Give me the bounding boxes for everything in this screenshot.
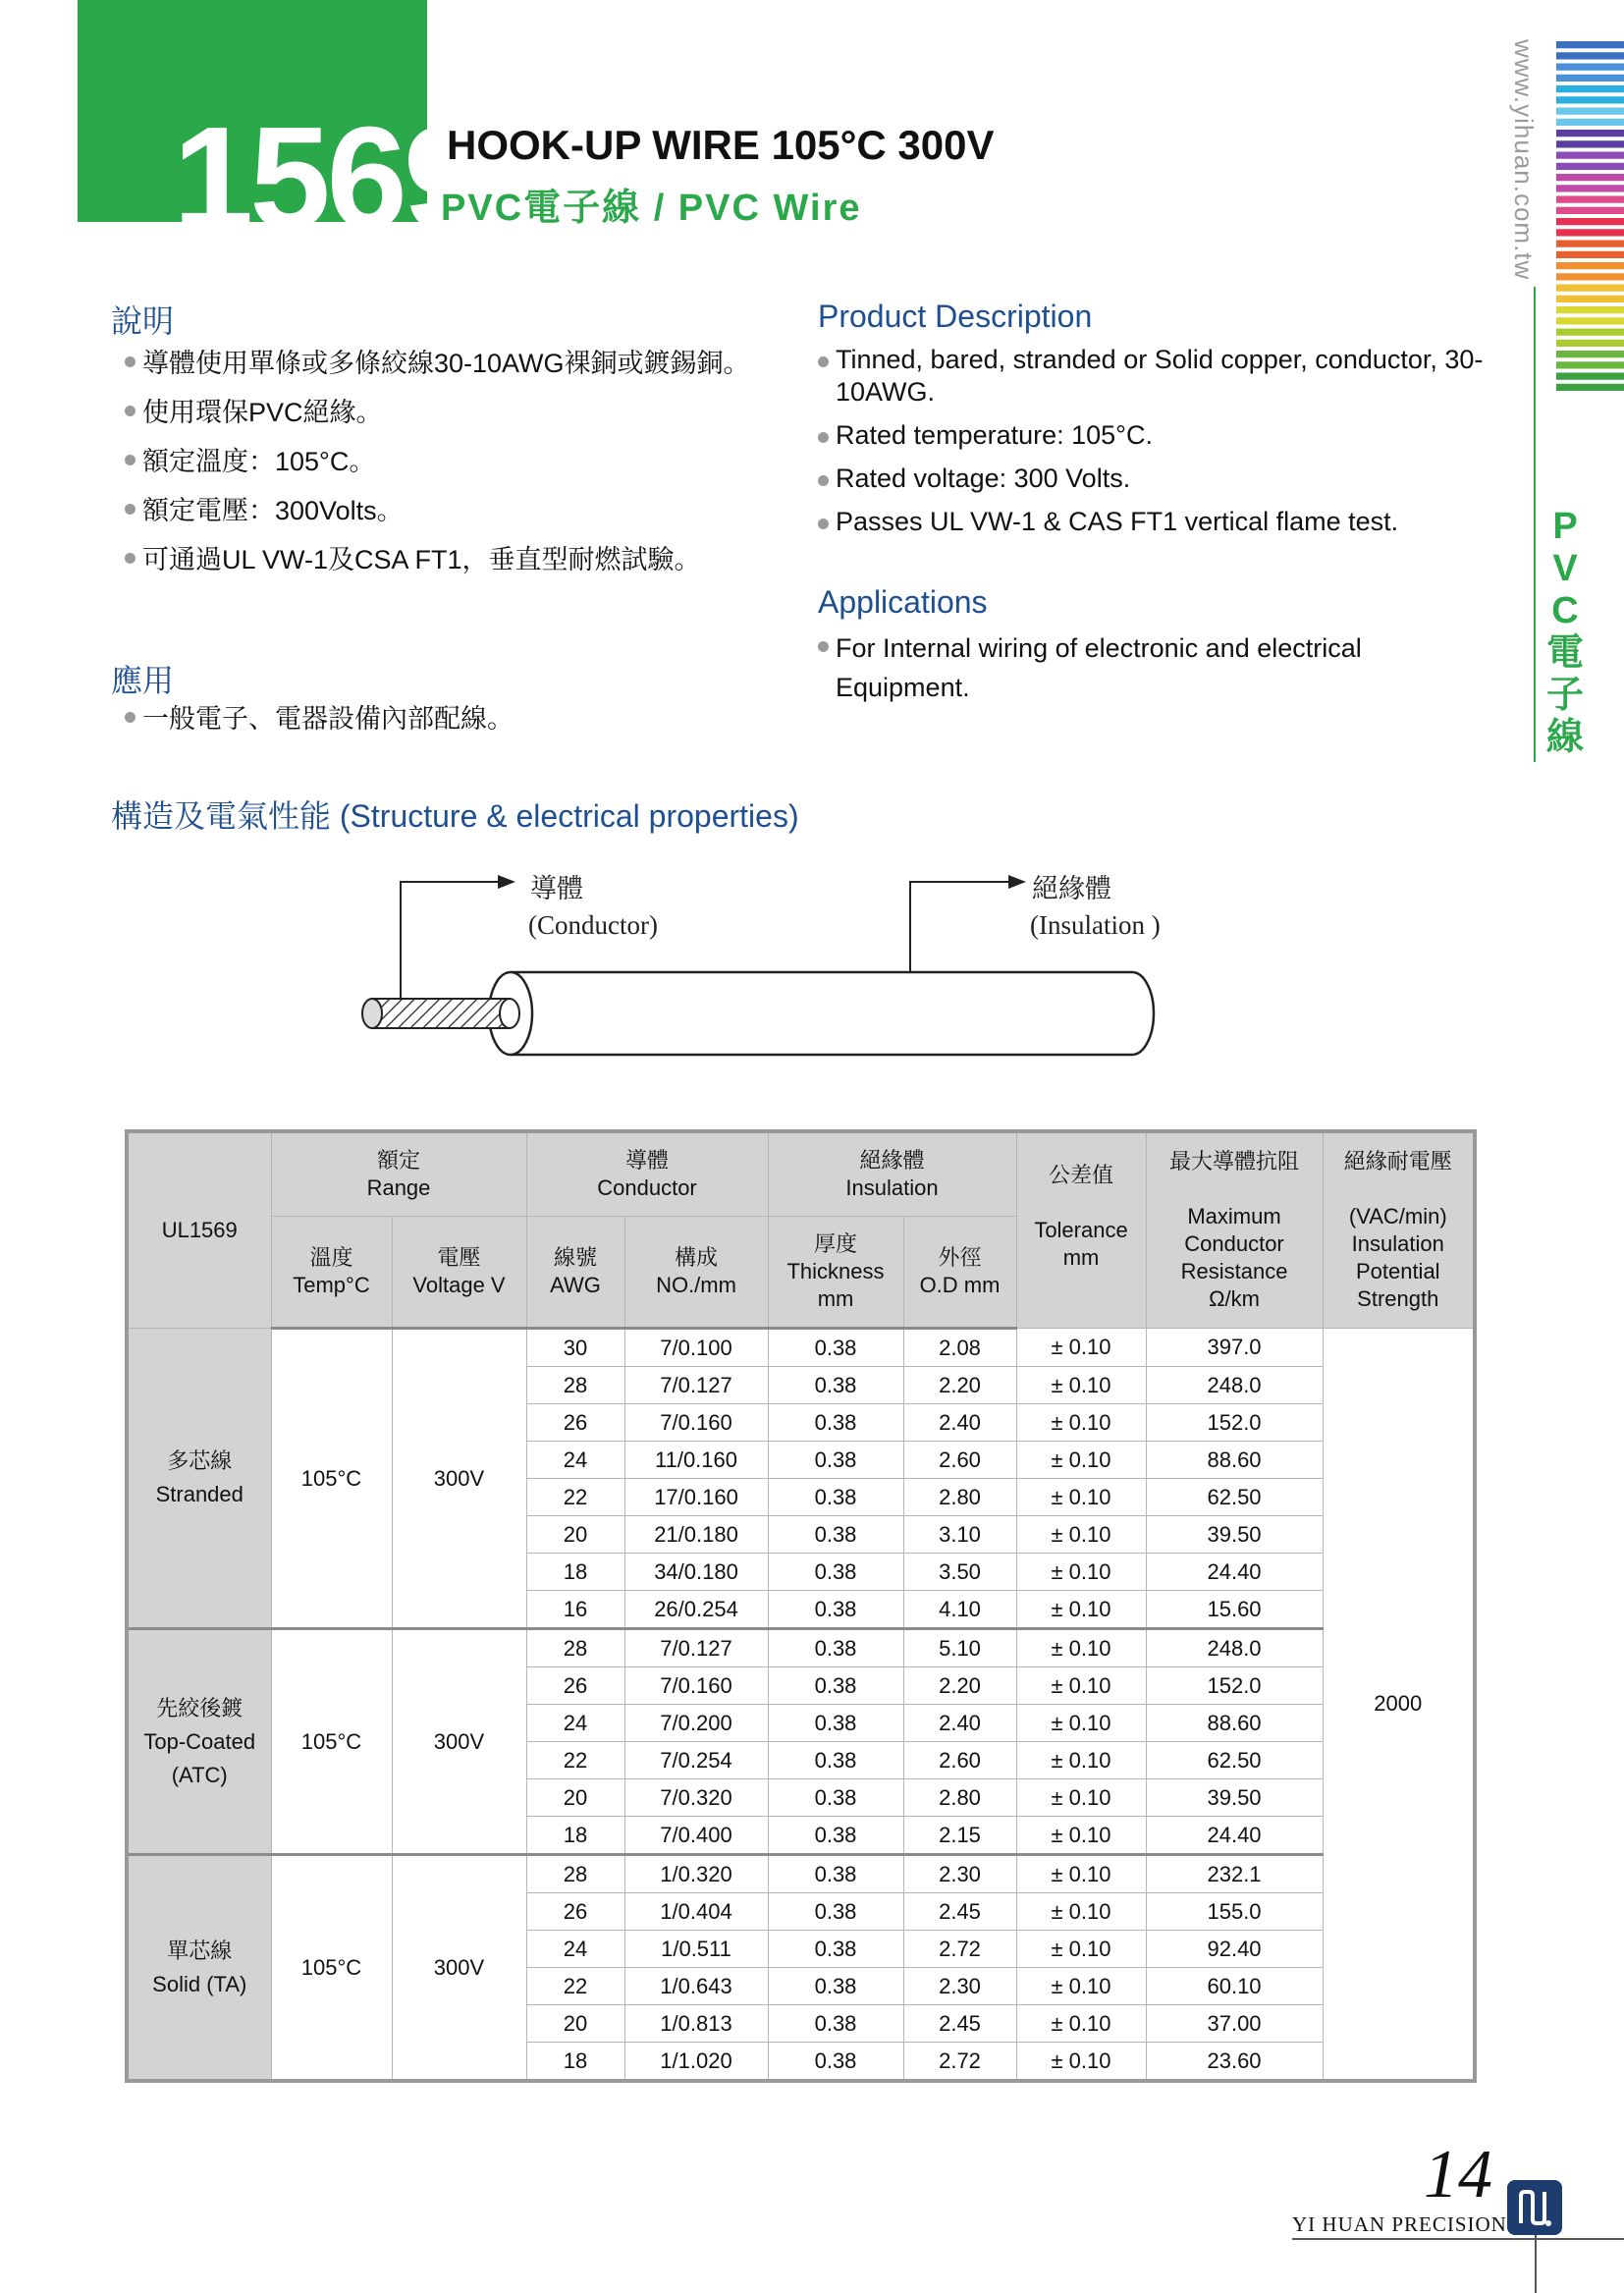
side-divider-line — [1534, 287, 1536, 762]
color-stripe — [1556, 251, 1624, 258]
construction-cell: 1/0.320 — [624, 1855, 768, 1893]
tolerance-cell: ± 0.10 — [1016, 2005, 1146, 2043]
thickness-cell: 0.38 — [768, 1516, 903, 1554]
awg-cell: 22 — [526, 1968, 624, 2005]
awg-cell: 28 — [526, 1367, 624, 1404]
header-tolerance: 公差值 Tolerance mm — [1016, 1131, 1146, 1329]
website-url: www.yihuan.com.tw — [1509, 39, 1539, 281]
thickness-cell: 0.38 — [768, 1931, 903, 1968]
color-stripe — [1556, 285, 1624, 292]
table-row — [127, 1329, 1475, 1367]
resistance-cell: 23.60 — [1146, 2043, 1323, 2082]
thickness-cell: 0.38 — [768, 1554, 903, 1591]
application-zh-heading: 應用 — [111, 663, 175, 698]
list-item: Rated voltage: 300 Volts. — [818, 463, 1486, 495]
insulation-jacket — [489, 972, 1154, 1055]
resistance-cell: 88.60 — [1146, 1705, 1323, 1742]
side-label-char: 子 — [1545, 675, 1584, 716]
resistance-cell: 62.50 — [1146, 1742, 1323, 1779]
construction-cell: 7/0.200 — [624, 1705, 768, 1742]
awg-cell: 22 — [526, 1742, 624, 1779]
color-stripe — [1556, 85, 1624, 92]
side-category-label — [1543, 506, 1587, 759]
tolerance-cell: ± 0.10 — [1016, 1629, 1146, 1667]
construction-cell: 17/0.160 — [624, 1479, 768, 1516]
od-cell: 2.30 — [903, 1855, 1016, 1893]
tolerance-cell: ± 0.10 — [1016, 1968, 1146, 2005]
awg-cell: 22 — [526, 1479, 624, 1516]
od-cell: 2.08 — [903, 1329, 1016, 1367]
voltage-cell: 300V — [392, 1629, 526, 1855]
resistance-cell: 24.40 — [1146, 1554, 1323, 1591]
od-cell: 2.80 — [903, 1479, 1016, 1516]
list-item: For Internal wiring of electronic and electrical Equipment. — [818, 628, 1486, 707]
tolerance-cell: ± 0.10 — [1016, 1817, 1146, 1855]
resistance-cell: 24.40 — [1146, 1817, 1323, 1855]
awg-cell: 30 — [526, 1329, 624, 1367]
resistance-cell: 39.50 — [1146, 1516, 1323, 1554]
table-row — [127, 1855, 1475, 1893]
awg-cell: 26 — [526, 1404, 624, 1442]
color-stripe — [1556, 140, 1624, 147]
awg-cell: 20 — [526, 1779, 624, 1817]
color-stripe — [1556, 373, 1624, 380]
conductor-label-en: (Conductor) — [528, 910, 658, 940]
thickness-cell: 0.38 — [768, 1742, 903, 1779]
insulation-label-zh: 絕緣體 — [1032, 874, 1111, 903]
color-stripe — [1556, 329, 1624, 336]
tolerance-cell: ± 0.10 — [1016, 1931, 1146, 1968]
resistance-cell: 62.50 — [1146, 1479, 1323, 1516]
tolerance-cell: ± 0.10 — [1016, 2043, 1146, 2082]
list-item: 使用環保PVC絕緣。 — [125, 393, 753, 432]
awg-cell: 18 — [526, 1817, 624, 1855]
thickness-cell: 0.38 — [768, 1817, 903, 1855]
od-cell: 2.30 — [903, 1968, 1016, 2005]
construction-cell: 34/0.180 — [624, 1554, 768, 1591]
thickness-cell: 0.38 — [768, 1968, 903, 2005]
strength-cell: 2000 — [1323, 1329, 1475, 2082]
od-cell: 2.45 — [903, 1893, 1016, 1931]
construction-cell: 21/0.180 — [624, 1516, 768, 1554]
awg-cell: 18 — [526, 1554, 624, 1591]
description-en-list — [818, 344, 1486, 549]
list-item: 額定溫度：105°C。 — [125, 442, 753, 481]
header-voltage-strength: 絕緣耐電壓 (VAC/min) Insulation Potential Strength — [1323, 1131, 1475, 1329]
tolerance-cell: ± 0.10 — [1016, 1591, 1146, 1629]
color-stripe — [1556, 306, 1624, 313]
thickness-cell: 0.38 — [768, 1367, 903, 1404]
conductor-label-zh: 導體 — [530, 874, 583, 903]
od-cell: 3.10 — [903, 1516, 1016, 1554]
od-cell: 3.50 — [903, 1554, 1016, 1591]
od-cell: 2.20 — [903, 1367, 1016, 1404]
od-cell: 2.45 — [903, 2005, 1016, 2043]
awg-cell: 28 — [526, 1855, 624, 1893]
structure-heading: 構造及電氣性能 (Structure & electrical properties) — [111, 798, 799, 834]
temp-cell: 105°C — [271, 1855, 392, 2082]
od-cell: 2.80 — [903, 1779, 1016, 1817]
color-stripe — [1556, 241, 1624, 247]
temp-cell: 105°C — [271, 1629, 392, 1855]
list-item: 額定電壓：300Volts。 — [125, 491, 753, 530]
awg-cell: 28 — [526, 1629, 624, 1667]
list-item: Rated temperature: 105°C. — [818, 419, 1486, 452]
construction-cell: 7/0.320 — [624, 1779, 768, 1817]
color-stripe — [1556, 317, 1624, 324]
thickness-cell: 0.38 — [768, 1479, 903, 1516]
color-stripe — [1556, 218, 1624, 225]
thickness-cell: 0.38 — [768, 1705, 903, 1742]
od-cell: 2.60 — [903, 1742, 1016, 1779]
resistance-cell: 60.10 — [1146, 1968, 1323, 2005]
color-stripe — [1556, 296, 1624, 302]
wire-type-cell: 先絞後鍍 Top-Coated (ATC) — [127, 1629, 271, 1855]
construction-cell: 1/0.511 — [624, 1931, 768, 1968]
color-stripe — [1556, 119, 1624, 126]
resistance-cell: 397.0 — [1146, 1329, 1323, 1367]
color-stripe — [1556, 351, 1624, 357]
header-no-mm: 構成 NO./mm — [624, 1217, 768, 1329]
tolerance-cell: ± 0.10 — [1016, 1667, 1146, 1705]
tolerance-cell: ± 0.10 — [1016, 1893, 1146, 1931]
company-name: YI HUAN PRECISION — [1292, 2212, 1507, 2236]
application-en-list — [818, 628, 1486, 707]
awg-cell: 20 — [526, 2005, 624, 2043]
construction-cell: 7/0.160 — [624, 1404, 768, 1442]
color-stripe — [1556, 52, 1624, 59]
construction-cell: 1/0.643 — [624, 1968, 768, 2005]
color-stripe — [1556, 96, 1624, 103]
temp-cell: 105°C — [271, 1329, 392, 1629]
thickness-cell: 0.38 — [768, 1667, 903, 1705]
header-insulation: 絕緣體 Insulation — [768, 1131, 1016, 1217]
product-title-zh: PVC電子線 / PVC Wire — [441, 188, 862, 229]
color-stripe — [1556, 262, 1624, 269]
thickness-cell: 0.38 — [768, 2005, 903, 2043]
tolerance-cell: ± 0.10 — [1016, 1329, 1146, 1367]
color-stripe — [1556, 229, 1624, 236]
footer-line — [1292, 2238, 1624, 2240]
awg-cell: 24 — [526, 1442, 624, 1479]
conductor-core — [362, 999, 519, 1028]
resistance-cell: 152.0 — [1146, 1404, 1323, 1442]
color-stripe — [1556, 163, 1624, 170]
side-label-char: V — [1552, 548, 1578, 589]
model-number: 1569 — [173, 97, 481, 259]
awg-cell: 18 — [526, 2043, 624, 2082]
tolerance-cell: ± 0.10 — [1016, 1742, 1146, 1779]
color-stripe — [1556, 41, 1624, 48]
tolerance-cell: ± 0.10 — [1016, 1554, 1146, 1591]
od-cell: 2.40 — [903, 1404, 1016, 1442]
color-stripes-decoration — [1556, 41, 1624, 395]
tolerance-cell: ± 0.10 — [1016, 1367, 1146, 1404]
resistance-cell: 92.40 — [1146, 1931, 1323, 1968]
awg-cell: 24 — [526, 1705, 624, 1742]
insulation-label-en: (Insulation ) — [1030, 910, 1161, 940]
construction-cell: 7/0.100 — [624, 1329, 768, 1367]
list-item: 一般電子、電器設備內部配線。 — [125, 699, 753, 738]
side-label-char: 電 — [1545, 632, 1584, 674]
construction-cell: 1/0.813 — [624, 2005, 768, 2043]
construction-cell: 7/0.400 — [624, 1817, 768, 1855]
description-zh-list — [125, 344, 753, 589]
tolerance-cell: ± 0.10 — [1016, 1404, 1146, 1442]
header-awg: 線號 AWG — [526, 1217, 624, 1329]
description-en-heading: Product Description — [818, 299, 1093, 334]
thickness-cell: 0.38 — [768, 1329, 903, 1367]
construction-cell: 7/0.127 — [624, 1367, 768, 1404]
resistance-cell: 232.1 — [1146, 1855, 1323, 1893]
construction-cell: 1/0.404 — [624, 1893, 768, 1931]
color-stripe — [1556, 152, 1624, 159]
insulation-leader-arrow — [910, 875, 1026, 972]
tolerance-cell: ± 0.10 — [1016, 1442, 1146, 1479]
thickness-cell: 0.38 — [768, 1893, 903, 1931]
company-logo-icon — [1507, 2180, 1562, 2235]
resistance-cell: 88.60 — [1146, 1442, 1323, 1479]
header-od: 外徑 O.D mm — [903, 1217, 1016, 1329]
od-cell: 2.72 — [903, 1931, 1016, 1968]
list-item: 可通過UL VW-1及CSA FT1，垂直型耐燃試驗。 — [125, 540, 753, 579]
thickness-cell: 0.38 — [768, 1442, 903, 1479]
od-cell: 2.60 — [903, 1442, 1016, 1479]
color-stripe — [1556, 207, 1624, 214]
thickness-cell: 0.38 — [768, 1855, 903, 1893]
awg-cell: 20 — [526, 1516, 624, 1554]
thickness-cell: 0.38 — [768, 2043, 903, 2082]
construction-cell: 1/1.020 — [624, 2043, 768, 2082]
color-stripe — [1556, 64, 1624, 71]
tolerance-cell: ± 0.10 — [1016, 1479, 1146, 1516]
color-stripe — [1556, 340, 1624, 347]
page-number: 14 — [1424, 2137, 1492, 2212]
od-cell: 5.10 — [903, 1629, 1016, 1667]
od-cell: 2.15 — [903, 1817, 1016, 1855]
header-range: 額定 Range — [271, 1131, 526, 1217]
thickness-cell: 0.38 — [768, 1591, 903, 1629]
color-stripe — [1556, 185, 1624, 191]
header-model: UL1569 — [127, 1131, 271, 1329]
od-cell: 4.10 — [903, 1591, 1016, 1629]
color-stripe — [1556, 384, 1624, 391]
awg-cell: 24 — [526, 1931, 624, 1968]
resistance-cell: 248.0 — [1146, 1629, 1323, 1667]
construction-cell: 26/0.254 — [624, 1591, 768, 1629]
tolerance-cell: ± 0.10 — [1016, 1779, 1146, 1817]
thickness-cell: 0.38 — [768, 1629, 903, 1667]
construction-cell: 7/0.160 — [624, 1667, 768, 1705]
construction-cell: 11/0.160 — [624, 1442, 768, 1479]
header-resistance: 最大導體抗阻 Maximum Conductor Resistance Ω/km — [1146, 1131, 1323, 1329]
resistance-cell: 248.0 — [1146, 1367, 1323, 1404]
wire-type-cell: 單芯線 Solid (TA) — [127, 1855, 271, 2082]
side-label-char: P — [1552, 506, 1578, 547]
awg-cell: 26 — [526, 1667, 624, 1705]
description-zh-heading: 說明 — [111, 303, 175, 339]
header-volt: 電壓 Voltage V — [392, 1217, 526, 1329]
resistance-cell: 39.50 — [1146, 1779, 1323, 1817]
specification-table — [125, 1129, 1477, 2083]
color-stripe — [1556, 273, 1624, 280]
header-thickness: 厚度 Thickness mm — [768, 1217, 903, 1329]
color-stripe — [1556, 130, 1624, 136]
side-label-char: 線 — [1545, 717, 1584, 758]
awg-cell: 26 — [526, 1893, 624, 1931]
application-zh-list — [125, 699, 753, 738]
voltage-cell: 300V — [392, 1855, 526, 2082]
product-title-en: HOOK-UP WIRE 105°C 300V — [447, 122, 995, 168]
awg-cell: 16 — [526, 1591, 624, 1629]
tolerance-cell: ± 0.10 — [1016, 1855, 1146, 1893]
color-stripe — [1556, 174, 1624, 181]
construction-cell: 7/0.127 — [624, 1629, 768, 1667]
header-temp: 溫度 Temp°C — [271, 1217, 392, 1329]
header-conductor: 導體 Conductor — [526, 1131, 768, 1217]
construction-cell: 7/0.254 — [624, 1742, 768, 1779]
color-stripe — [1556, 196, 1624, 203]
resistance-cell: 15.60 — [1146, 1591, 1323, 1629]
resistance-cell: 155.0 — [1146, 1893, 1323, 1931]
application-en-heading: Applications — [818, 584, 988, 620]
color-stripe — [1556, 108, 1624, 115]
table-row — [127, 1629, 1475, 1667]
od-cell: 2.72 — [903, 2043, 1016, 2082]
od-cell: 2.40 — [903, 1705, 1016, 1742]
side-label-char: C — [1551, 590, 1579, 631]
voltage-cell: 300V — [392, 1329, 526, 1629]
od-cell: 2.20 — [903, 1667, 1016, 1705]
list-item: 導體使用單條或多條絞線30-10AWG裸銅或鍍錫銅。 — [125, 344, 753, 383]
list-item: Passes UL VW-1 & CAS FT1 vertical flame test. — [818, 506, 1486, 538]
color-stripe — [1556, 75, 1624, 82]
list-item: Tinned, bared, stranded or Solid copper, conductor, 30-10AWG. — [818, 344, 1486, 409]
color-stripe — [1556, 361, 1624, 368]
thickness-cell: 0.38 — [768, 1404, 903, 1442]
tolerance-cell: ± 0.10 — [1016, 1705, 1146, 1742]
wire-type-cell: 多芯線 Stranded — [127, 1329, 271, 1629]
resistance-cell: 37.00 — [1146, 2005, 1323, 2043]
resistance-cell: 152.0 — [1146, 1667, 1323, 1705]
thickness-cell: 0.38 — [768, 1779, 903, 1817]
tolerance-cell: ± 0.10 — [1016, 1516, 1146, 1554]
